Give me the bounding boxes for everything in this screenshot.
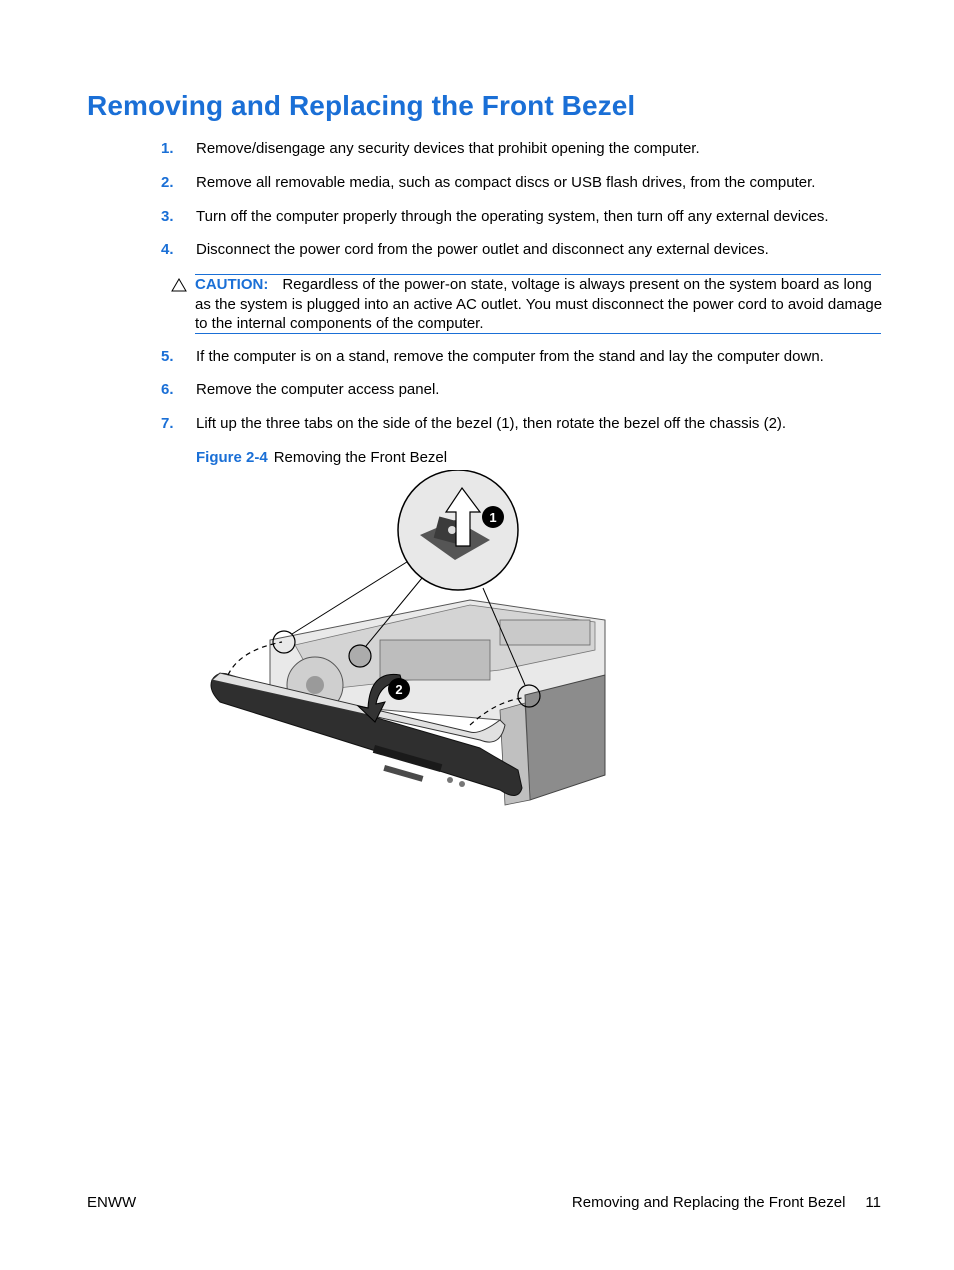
warning-triangle-icon bbox=[171, 278, 187, 292]
step-text: Remove all removable media, such as compact discs or USB flash drives, from the computer. bbox=[196, 174, 816, 191]
step-text: If the computer is on a stand, remove the computer from the stand and lay the computer down. bbox=[196, 348, 824, 365]
figure-title: Removing the Front Bezel bbox=[273, 449, 448, 466]
callout-1: 1 bbox=[489, 510, 497, 525]
figure-label: Figure 2-4 bbox=[196, 449, 268, 466]
step-text: Lift up the three tabs on the side of the bezel (1), then rotate the bezel off the chassis (2). bbox=[196, 415, 787, 432]
step-number: 5. bbox=[161, 348, 174, 365]
step-number: 7. bbox=[161, 415, 174, 432]
page-number: 11 bbox=[865, 1194, 881, 1211]
step-text: Remove/disengage any security devices that prohibit opening the computer. bbox=[196, 140, 700, 157]
step-number: 3. bbox=[161, 208, 174, 225]
caution-box bbox=[195, 274, 881, 334]
figure-caption bbox=[196, 448, 447, 468]
step-text: Remove the computer access panel. bbox=[196, 381, 440, 398]
step-number: 4. bbox=[161, 241, 174, 258]
callout-2: 2 bbox=[395, 682, 403, 697]
footer-section-title: Removing and Replacing the Front Bezel bbox=[571, 1194, 846, 1211]
step-number: 2. bbox=[161, 174, 174, 191]
caution-text: Regardless of the power-on state, voltage is always present on the system board as long as the system is plugged into an active AC outlet. You must disconnect the power cord to avoid damage to the internal components of the computer. bbox=[195, 276, 883, 332]
caution-label: CAUTION: bbox=[195, 276, 269, 293]
footer-right bbox=[572, 1193, 881, 1213]
step-text: Turn off the computer properly through the operating system, then turn off any external devices. bbox=[196, 208, 829, 225]
footer-left: ENWW bbox=[87, 1194, 137, 1211]
step-text: Disconnect the power cord from the power outlet and disconnect any external devices. bbox=[196, 241, 769, 258]
step-number: 1. bbox=[161, 140, 174, 157]
bezel-removal-illustration bbox=[200, 470, 620, 820]
page-title: Removing and Replacing the Front Bezel bbox=[87, 90, 636, 121]
step-number: 6. bbox=[161, 381, 174, 398]
caution-body bbox=[195, 275, 885, 334]
